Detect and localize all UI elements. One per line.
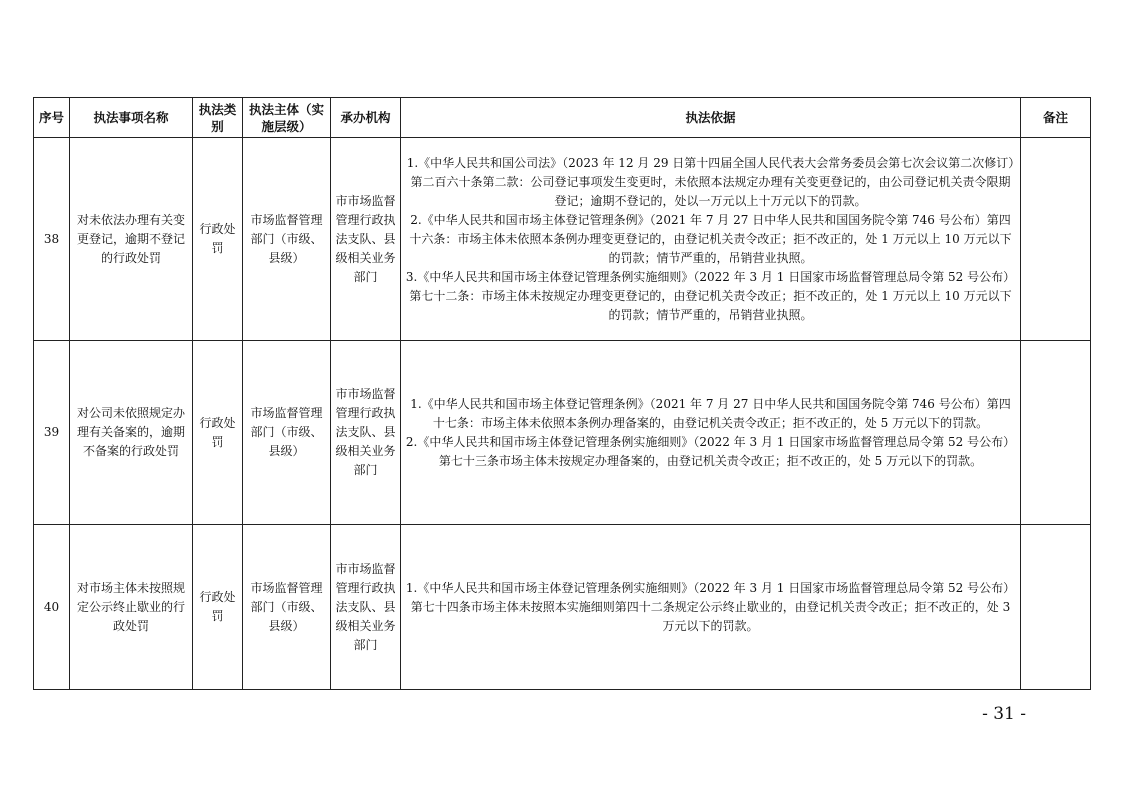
row-basis: [401, 138, 1021, 341]
row-remark: [1021, 138, 1091, 341]
enforcement-table: [33, 97, 1091, 690]
row-seq: 39: [34, 341, 70, 525]
row-seq: 38: [34, 138, 70, 341]
basis-clause: 2.《中华人民共和国市场主体登记管理条例》（2021 年 7 月 27 日中华人民共和国国务院令第 746 号公布）第四十六条：市场主体未依照本条例办理变更登记的，由登记机关责令改正；拒不改正的，处 1 万元以上 10 万元以下的罚款；情节严重的，吊销营业执照。: [409, 212, 1012, 265]
table-row: [34, 138, 1091, 341]
basis-clause: 1.《中华人民共和国市场主体登记管理条例实施细则》（2022 年 3 月 1 日国家市场监督管理总局令第 52 号公布）第七十四条市场主体未按照本实施细则第四十二条规定公示终止歇业的，由登记机关责令改正；拒不改正的，处 3 万元以下的罚款。: [405, 580, 1016, 633]
header-agency: 承办机构: [331, 98, 401, 138]
header-category: 执法类别: [193, 98, 243, 138]
header-seq: 序号: [34, 98, 70, 138]
row-category: 行政处罚: [193, 525, 243, 690]
basis-clause: 1.《中华人民共和国市场主体登记管理条例》（2021 年 7 月 27 日中华人民共和国国务院令第 746 号公布）第四十七条：市场主体未依照本条例办理备案的，由登记机关责令改正；拒不改正的，处 5 万元以下的罚款。: [410, 396, 1011, 430]
row-subject: 市场监督管理部门（市级、县级）: [243, 341, 331, 525]
row-item-name: 对市场主体未按照规定公示终止歇业的行政处罚: [70, 525, 193, 690]
table-row: [34, 525, 1091, 690]
page-number: - 31 -: [982, 704, 1026, 724]
header-item: 执法事项名称: [70, 98, 193, 138]
header-basis: 执法依据: [401, 98, 1021, 138]
row-agency: 市市场监督管理行政执法支队、县级相关业务部门: [331, 341, 401, 525]
basis-clause: 2.《中华人民共和国市场主体登记管理条例实施细则》（2022 年 3 月 1 日国家市场监督管理总局令第 52 号公布）第七十三条市场主体未按规定办理备案的，由登记机关责令改正；拒不改正的，处 5 万元以下的罚款。: [405, 434, 1016, 468]
row-agency: 市市场监督管理行政执法支队、县级相关业务部门: [331, 525, 401, 690]
row-item-name: 对未依法办理有关变更登记，逾期不登记的行政处罚: [70, 138, 193, 341]
row-basis: [401, 341, 1021, 525]
header-remark: 备注: [1021, 98, 1091, 138]
basis-clause: 1.《中华人民共和国公司法》（2023 年 12 月 29 日第十四届全国人民代表大会常务委员会第七次会议第二次修订）第二百六十条第二款：公司登记事项发生变更时，未依照本法规定办理有关变更登记的，由公司登记机关责令限期登记；逾期不登记的，处以一万元以上十万元以下的罚款。: [406, 155, 1015, 208]
row-agency: 市市场监督管理行政执法支队、县级相关业务部门: [331, 138, 401, 341]
row-subject: 市场监督管理部门（市级、县级）: [243, 525, 331, 690]
row-remark: [1021, 341, 1091, 525]
row-item-name: 对公司未依照规定办理有关备案的，逾期不备案的行政处罚: [70, 341, 193, 525]
header-subject: 执法主体（实施层级）: [243, 98, 331, 138]
row-remark: [1021, 525, 1091, 690]
row-category: 行政处罚: [193, 138, 243, 341]
row-subject: 市场监督管理部门（市级、县级）: [243, 138, 331, 341]
row-basis: [401, 525, 1021, 690]
table-header-row: [34, 98, 1091, 138]
table-row: [34, 341, 1091, 525]
basis-clause: 3.《中华人民共和国市场主体登记管理条例实施细则》（2022 年 3 月 1 日国家市场监督管理总局令第 52 号公布）第七十二条：市场主体未按规定办理变更登记的，由登记机关责令改正；拒不改正的，处 1 万元以上 10 万元以下的罚款；情节严重的，吊销营业执照。: [405, 269, 1016, 322]
row-category: 行政处罚: [193, 341, 243, 525]
row-seq: 40: [34, 525, 70, 690]
